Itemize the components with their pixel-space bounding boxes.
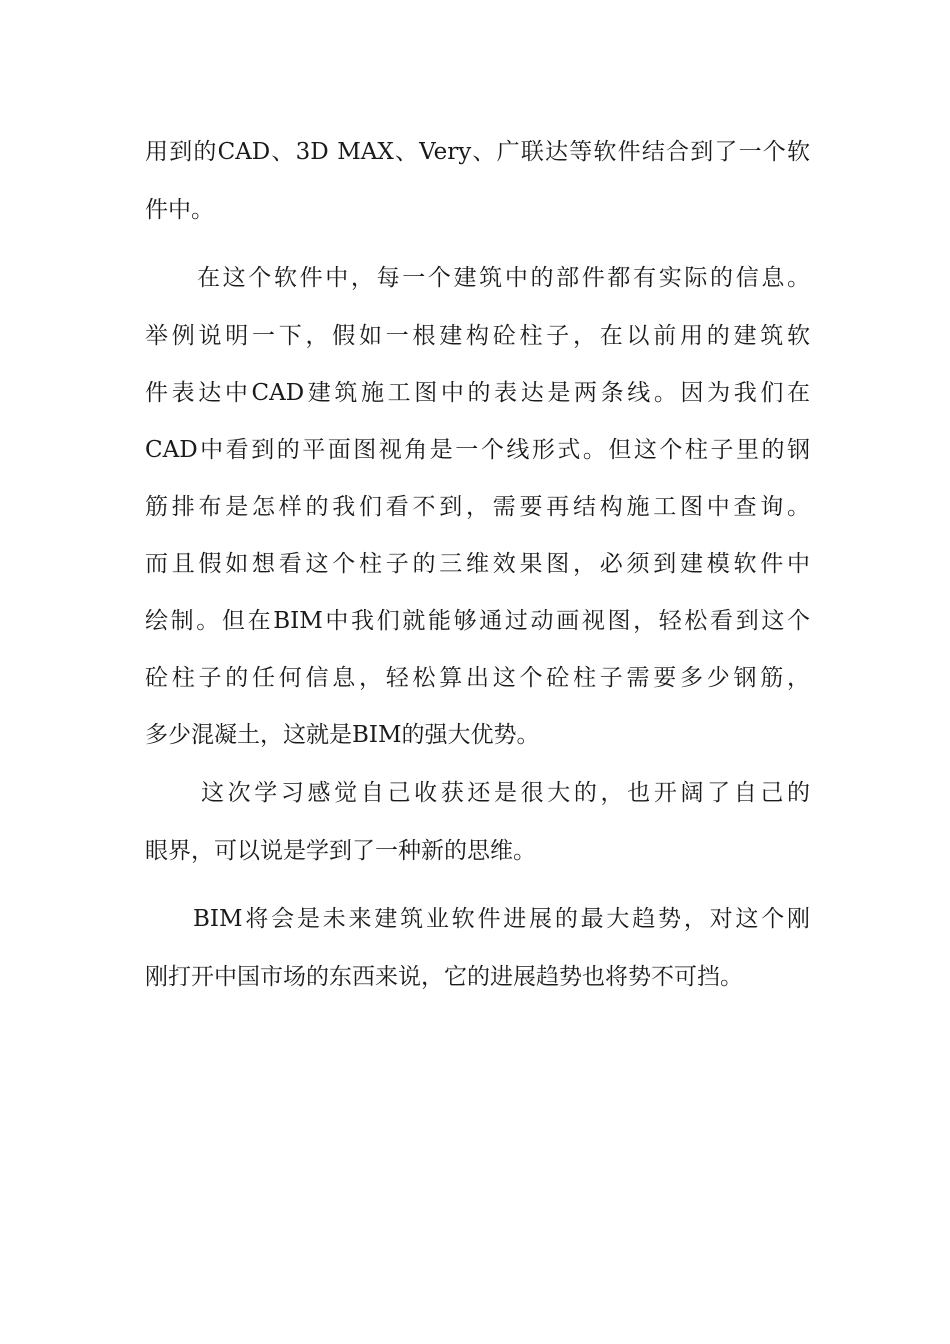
paragraph-4-line-1: BIM将会是未来建筑业软件进展的最大趋势，对这个刚 — [193, 906, 810, 932]
paragraph-2-line-6: 而且假如想看这个柱子的三维效果图，必须到建模软件中 — [145, 551, 810, 577]
paragraph-2-line-5: 筋排布是怎样的我们看不到，需要再结构施工图中查询。 — [145, 494, 810, 520]
paragraph-3-line-2: 眼界，可以说是学到了一种新的思维。 — [145, 838, 536, 864]
paragraph-2-line-3: 件表达中CAD建筑施工图中的表达是两条线。因为我们在 — [145, 380, 810, 406]
paragraph-2-line-7: 绘制。但在BIM中我们就能够通过动画视图，轻松看到这个 — [145, 608, 810, 634]
paragraph-3-line-1: 这次学习感觉自己收获还是很大的，也开阔了自己的 — [201, 780, 810, 806]
paragraph-2-line-4: CAD中看到的平面图视角是一个线形式。但这个柱子里的钢 — [145, 437, 810, 463]
paragraph-2-line-8: 砼柱子的任何信息，轻松算出这个砼柱子需要多少钢筋， — [145, 665, 810, 691]
paragraph-4-line-2: 刚打开中国市场的东西来说，它的进展趋势也将势不可挡。 — [145, 964, 743, 990]
paragraph-1-line-1: 用到的CAD、3D MAX、Very、广联达等软件结合到了一个软 — [145, 139, 810, 165]
paragraph-2-line-1: 在这个软件中，每一个建筑中的部件都有实际的信息。 — [197, 265, 810, 291]
paragraph-2-line-2: 举例说明一下，假如一根建构砼柱子，在以前用的建筑软 — [145, 323, 810, 349]
paragraph-1-line-2: 件中。 — [145, 197, 214, 223]
paragraph-2-line-9: 多少混凝土，这就是BIM的强大优势。 — [145, 722, 540, 748]
